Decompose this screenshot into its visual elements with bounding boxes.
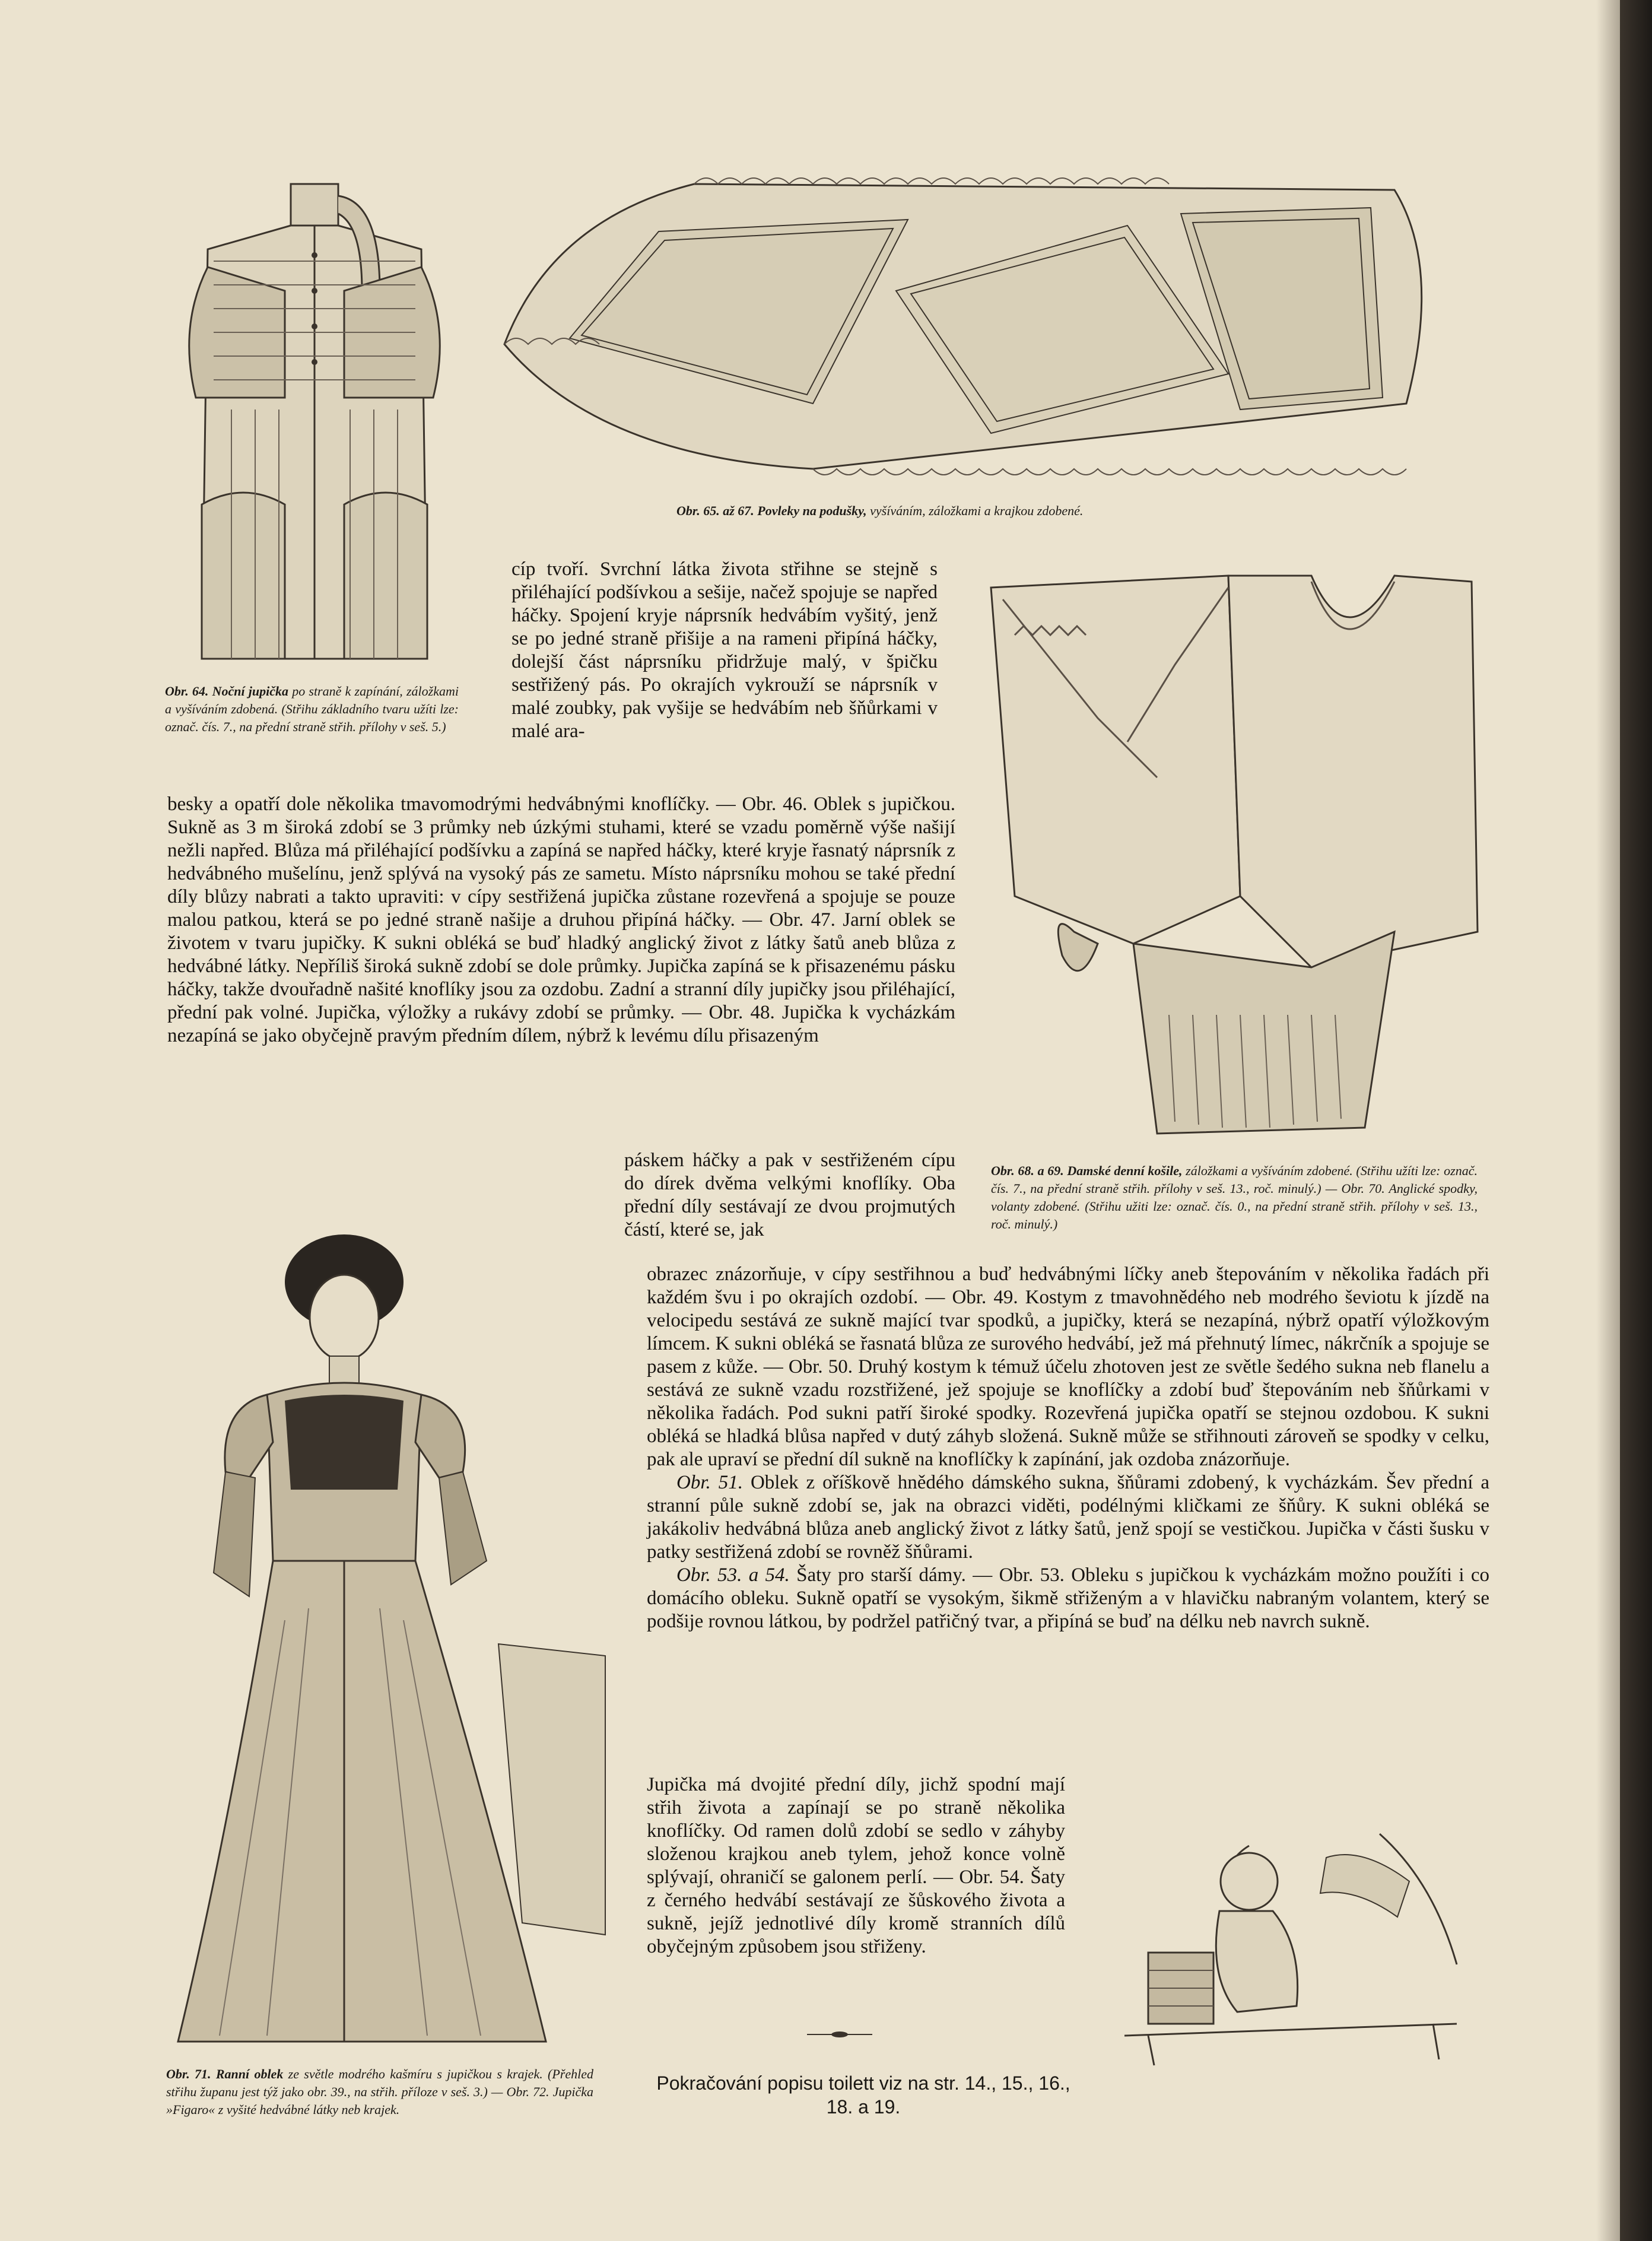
child-vignette-illustration bbox=[1101, 1810, 1481, 2071]
fig68-caption-text: záložkami a vyšíváním zdobené. (Střihu užíti lze: označ. čís. 7., na přední straně střih. přílohy v seš. 13., roč. minulý.) — Obr. 70. Anglické spodky, volanty zdobené. (Střihu užiti lze: označ. čís. 0., na přední straně střih. přílohy v seš. 13., roč. minulý.) bbox=[991, 1163, 1478, 1231]
fig64-caption-text: po straně k zapínání, záložkami a vyšíváním zdobená. (Střihu základního tvaru užíti lze: označ. čís. 7., na přední straně střih. přílohy v seš. 5.) bbox=[165, 684, 459, 734]
article-text-full-width bbox=[167, 793, 955, 1048]
article-text-column-middle bbox=[512, 558, 938, 743]
fig64-caption bbox=[165, 683, 459, 736]
fig68-caption-lead: Obr. 68. a 69. Damské denní košile, bbox=[991, 1163, 1183, 1178]
paragraph: Jupička má dvojité přední díly, jichž spodní mají střih života a zapínají se po straně několika knoflíčky. Od ramen dolů zdobí se sedlo v záhyby složenou krajkou aneb tylem, jehož konce volně splývají, ohraničí se galonem perlí. — Obr. 54. Šaty z černého hedvábí sestávají ze šůskového života a sukně, jejíž jednotlivé díly kromě stranních dílů obyčejným způsobem jsou střiženy. bbox=[647, 1774, 1065, 1957]
article-text-right-column bbox=[647, 1263, 1489, 1633]
fig65-pillowcases-illustration bbox=[481, 148, 1454, 493]
paragraph bbox=[647, 1564, 1489, 1633]
fig65-caption-lead: Obr. 65. až 67. Povleky na podušky, bbox=[676, 503, 867, 518]
paragraph-text: Oblek z oříškově hnědého dámského sukna, šňůrami zdobený, k vycházkám. Šev přední a stranní půle sukně zdobí se, jak na obrazci viděti, podélnými kličkami ze šňůry. K sukni obléká se jakákoliv hedvábná blůza aneb anglický život z látky šatů, jenž spojí se vestičkou. Jupička v části šusku v patky sestřižená zdobí se rovněž šňůrami. bbox=[647, 1472, 1489, 1563]
page-edge-shadow bbox=[1620, 0, 1652, 2241]
divider-ornament bbox=[807, 2031, 872, 2038]
fig71-caption bbox=[166, 2065, 593, 2119]
paragraph: obrazec znázorňuje, v cípy sestřihnou a buď hedvábnými líčky aneb štepováním v několika řadách při každém švu i po okrajích ozdobí. — Obr. 49. Kostym z tmavohnědého neb modrého ševiotu k jízdě na velocipedu sestává ze sukně mající tvar spodků, a jupičky, která se nezapíná, nýbrž opatří výložkovým límcem. K sukni obléká se řasnatá blůza ze surového hedvábí, jež má přehnutý límec, nákrčník a spojuje se pasem z kůže. — Obr. 50. Druhý kostym k témuž účelu zhotoven jest ze světle šedého sukna neb flanelu a sestává ze sukně vzadu rozstřižené, jež spojuje se knoflíčky a zdobí buď štepováním neb šňůrkami v několika řadách. Pod sukni patří široké spodky. Rozevřená jupička opatří se stejnou ozdobou. K sukni obléká se hladká blůsa napřed v dutý záhyb složená. Sukně může se střihnouti zároveň se spodky v celku, pak ale upraví se přední díl sukně na knoflíčky k zapínání, jak ozdoba znázorňuje. bbox=[647, 1264, 1489, 1470]
fig65-caption-text: vyšíváním, záložkami a krajkou zdobené. bbox=[866, 503, 1084, 518]
fig64-night-jacket-illustration bbox=[166, 172, 463, 671]
fig71-caption-lead: Obr. 71. Ranní oblek bbox=[166, 2067, 284, 2081]
figure-reference: Obr. 51. bbox=[676, 1472, 743, 1493]
paragraph-text: Šaty pro starší dámy. — Obr. 53. Obleku s jupičkou k vycházkám možno použíti i co domácího obleku. Sukně opatří se vysokým, šikmě střiženým a v hlavičku nabraným volantem, který se podšije rovnou látkou, by podržel patřičný tvar, a připíná se buď na délku neb navrch sukně. bbox=[647, 1564, 1489, 1632]
fig68-chemise-illustration bbox=[979, 564, 1489, 1151]
fig68-caption bbox=[991, 1162, 1478, 1233]
figure-reference: Obr. 53. a 54. bbox=[676, 1564, 790, 1586]
paragraph: besky a opatří dole několika tmavomodrými hedvábnými knoflíčky. — Obr. 46. Oblek s jupičkou. Sukně as 3 m široká zdobí se 3 průmky neb úzkými stuhami, které se vzadu poměrně výše našijí nežli napřed. Blůza má přiléhající podšívku a zapíná se napřed háčky, které kryje řasnatý náprsník z hedvábného mušelínu, jenž splývá na vysoký pás ze sametu. Místo náprsníku mohou se také přední díly blůzy nabrati a takto upraviti: v cípy sestřižená jupička zůstane rozevřená a spojuje se pouze malou patkou, která se po jedné straně našije a druhou připíná háčky. — Obr. 47. Jarní oblek se životem v tvaru jupičky. K sukni obléká se buď hladký anglický život z látky šatů aneb blůza z hedvábné látky. Nepříliš široká sukně zdobí se dole průmky. Jupička zapíná se k přisazenému pásku háčky, takže dvouřadně našité knoflíky jsou za ozdobu. Zadní a stranní díly jupičky jsou přiléhající, přední pak volné. Jupička, výložky a rukávy zdobí se průmky. — Obr. 48. Jupička k vycházkám nezapíná se jako obyčejně pravým předním dílem, nýbrž k levému dílu přisazeným bbox=[167, 793, 955, 1046]
paragraph: cíp tvoří. Svrchní látka života střihne se stejně s přiléhající podšívkou a sešije, načež spojuje se napřed háčky. Spojení kryje náprsník hedvábím vyšitý, jenž se po jedné straně přišije a na rameni připíná háčky, dolejší část náprsníku přidržuje malý, v špičku sestřižený pás. Po okrajích vykrouží se náprsník v malé zoubky, pak vyšije se hedvábím neb šňůrkami v malé ara- bbox=[512, 558, 938, 742]
fig65-caption bbox=[676, 502, 1317, 520]
article-text-column-lower bbox=[647, 1773, 1065, 1959]
article-text-column-middle-2 bbox=[624, 1149, 955, 1242]
fig64-caption-lead: Obr. 64. Noční jupička bbox=[165, 684, 289, 699]
fig71-morning-gown-illustration bbox=[166, 1193, 611, 2053]
paragraph: páskem háčky a pak v sestřiženém cípu do dírek dvěma velkými knoflíky. Oba přední díly sestávají ze dvou projmutých částí, které se, jak bbox=[624, 1150, 955, 1240]
paragraph bbox=[647, 1471, 1489, 1564]
continuation-note: Pokračování popisu toilett viz na str. 14., 15., 16., 18. a 19. bbox=[656, 2072, 1070, 2118]
fig71-caption-text: ze světle modrého kašmíru s jupičkou s krajek. (Přehled střihu županu jest týž jako obr. 39., na střih. příloze v seš. 3.) — Obr. 72. Jupička »Figaro« z vyšité hedvábné látky neb krajek. bbox=[166, 2067, 593, 2117]
